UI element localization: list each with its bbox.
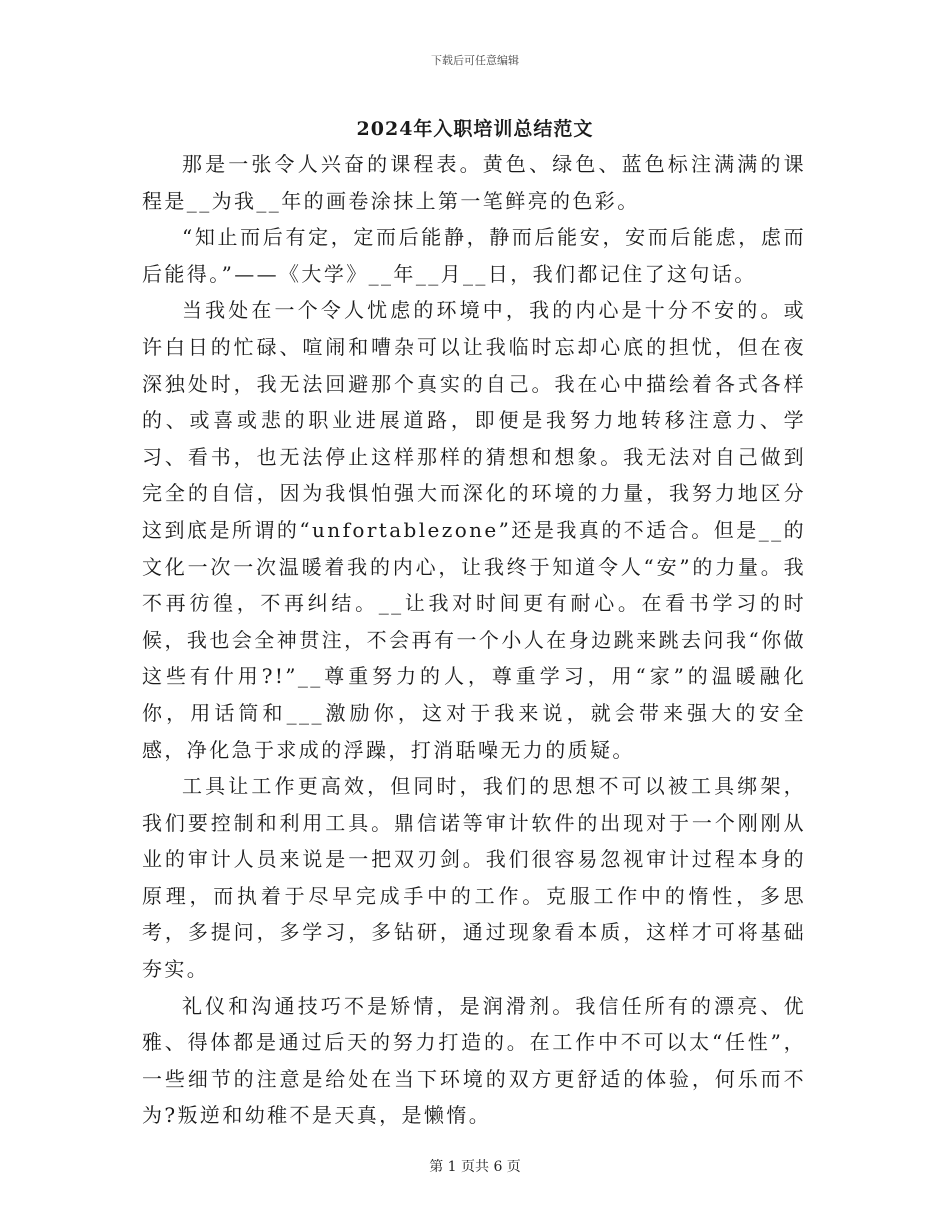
paragraph-2: “知止而后有定，定而后能静，静而后能安，安而后能虑，虑而后能得。”——《大学》__年__月__日，我们都记住了这句话。 [142, 225, 806, 286]
paragraph-3: 当我处在一个令人忧虑的环境中，我的内心是十分不安的。或许白日的忙碌、喧闹和嘈杂可以让我临时忘却心底的担忧，但在夜深独处时，我无法回避那个真实的自己。我在心中描绘着各式各样的、或喜或悲的职业进展道路，即便是我努力地转移注意力、学习、看书，也无法停止这样那样的猜想和想象。我无法对自己做到完全的自信，因为我惧怕强大而深化的环境的力量，我努力地区分这到底是所谓的“unfortablezone”还是我真的不适合。但是__的文化一次一次温暖着我的内心，让我终于知道令人“安”的力量。我不再彷徨，不再纠结。__让我对时间更有耐心。在看书学习的时候，我也会全神贯注，不会再有一个小人在身边跳来跳去问我“你做这些有什用?!”__尊重努力的人，尊重学习，用“家”的温暖融化你，用话筒和___激励你，这对于我来说，就会带来强大的安全感，净化急于求成的浮躁，打消聒噪无力的质疑。 [142, 298, 806, 762]
paragraph-4: 工具让工作更高效，但同时，我们的思想不可以被工具绑架，我们要控制和利用工具。鼎信诺等审计软件的出现对于一个刚刚从业的审计人员来说是一把双刃剑。我们很容易忽视审计过程本身的原理，而执着于尽早完成手中的工作。克服工作中的惰性，多思考，多提问，多学习，多钻研，通过现象看本质，这样才可将基础夯实。 [142, 774, 806, 982]
page-header-note: 下载后可任意编辑 [431, 54, 519, 67]
paragraph-1: 那是一张令人兴奋的课程表。黄色、绿色、蓝色标注满满的课程是__为我__年的画卷涂抹上第一笔鲜亮的色彩。 [142, 152, 806, 213]
document-title: 2024年入职培训总结范文 [356, 118, 594, 140]
page-number: 第 1 页共 6 页 [429, 1159, 521, 1175]
document-body [142, 146, 806, 1134]
paragraph-5: 礼仪和沟通技巧不是矫情，是润滑剂。我信任所有的漂亮、优雅、得体都是通过后天的努力打造的。在工作中不可以太“任性”，一些细节的注意是给处在当下环境的双方更舒适的体验，何乐而不为?叛逆和幼稚不是天真，是懒惰。 [142, 993, 806, 1128]
